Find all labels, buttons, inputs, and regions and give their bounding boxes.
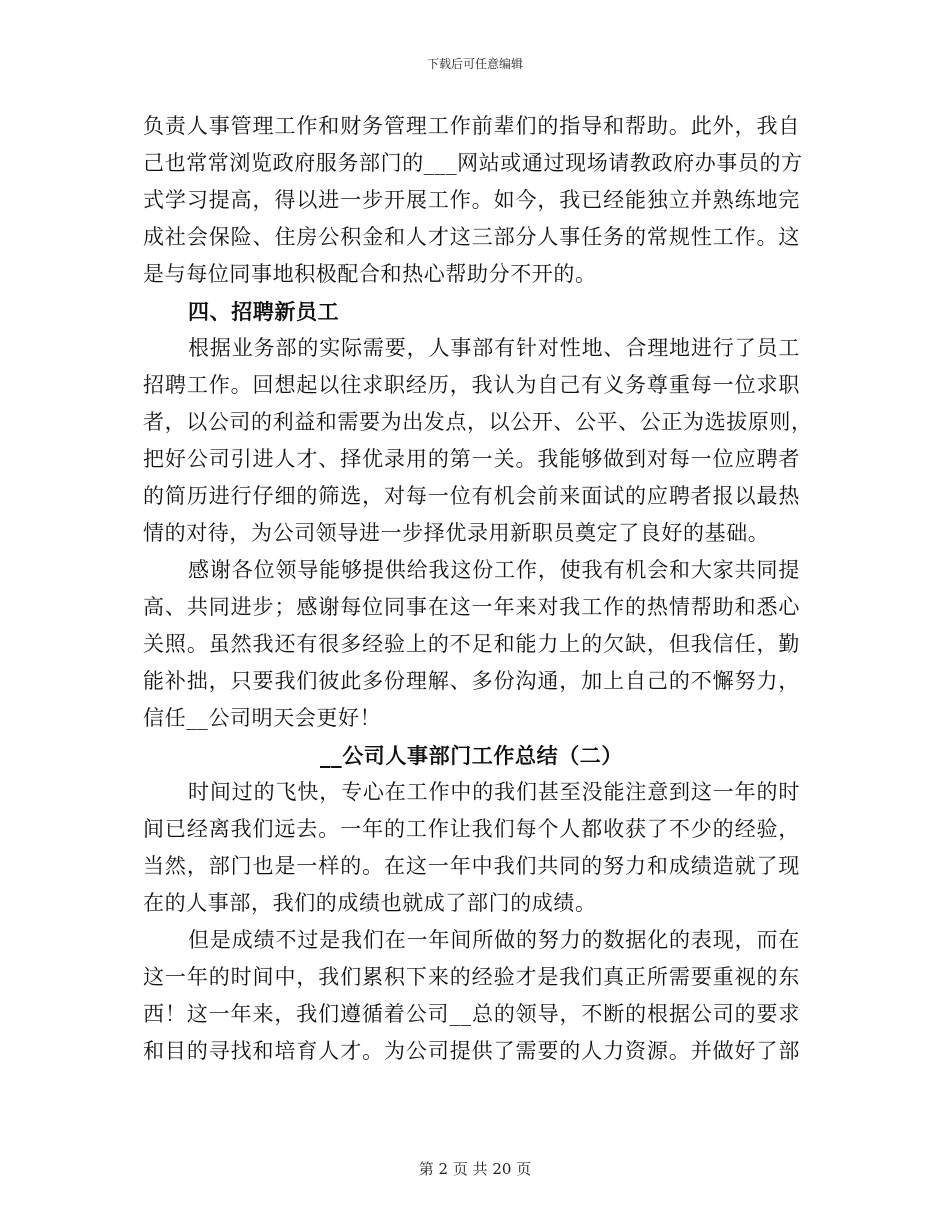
text-line: 感谢各位领导能够提供给我这份工作，使我有机会和大家共同提 xyxy=(188,558,800,582)
text-line: 者，以公司的利益和需要为出发点，以公开、公平、公正为选拔原则， xyxy=(143,410,813,434)
text-line: 成社会保险、住房公积金和人才这三部分人事任务的常规性工作。这 xyxy=(143,225,800,249)
text-line: __公司人事部门工作总结（二） xyxy=(320,743,623,768)
text-line: 己也常常浏览政府服务部门的___网站或通过现场请教政府办事员的方 xyxy=(143,151,803,175)
text-line: 信任__公司明天会更好！ xyxy=(143,706,382,730)
text-line: 能补拙，只要我们彼此多份理解、多份沟通，加上自己的不懈努力， xyxy=(143,669,800,693)
text-line: 的简历进行仔细的筛选，对每一位有机会前来面试的应聘者报以最热 xyxy=(143,484,800,508)
text-line: 情的对待，为公司领导进一步择优录用新职员奠定了良好的基础。 xyxy=(143,521,770,545)
page-header: 下载后可任意编辑 xyxy=(426,57,523,71)
text-line: 关照。虽然我还有很多经验上的不足和能力上的欠缺，但我信任，勤 xyxy=(143,632,800,656)
text-line: 间已经离我们远去。一年的工作让我们每个人都收获了不少的经验， xyxy=(143,817,800,841)
text-line: 根据业务部的实际需要，人事部有针对性地、合理地进行了员工 xyxy=(188,336,800,360)
document-body xyxy=(143,108,813,1070)
text-line: 西！这一年来，我们遵循着公司__总的领导，不断的根据公司的要求 xyxy=(143,1002,800,1026)
text-line: 但是成绩不过是我们在一年间所做的努力的数据化的表现，而在 xyxy=(188,928,800,952)
page-footer: 第 2 页 共 20 页 xyxy=(418,1160,532,1178)
text-line: 在的人事部，我们的成绩也就成了部门的成绩。 xyxy=(143,891,597,915)
text-line: 四、招聘新员工 xyxy=(188,299,340,324)
text-line: 时间过的飞快，专心在工作中的我们甚至没能注意到这一年的时 xyxy=(188,780,800,804)
text-line: 招聘工作。回想起以往求职经历，我认为自己有义务尊重每一位求职 xyxy=(143,373,800,397)
text-line: 负责人事管理工作和财务管理工作前辈们的指导和帮助。此外，我自 xyxy=(143,114,800,138)
text-line: 高、共同进步；感谢每位同事在这一年来对我工作的热情帮助和悉心 xyxy=(143,595,800,619)
text-line: 和目的寻找和培育人才。为公司提供了需要的人力资源。并做好了部 xyxy=(143,1039,800,1063)
text-line: 式学习提高，得以进一步开展工作。如今，我已经能独立并熟练地完 xyxy=(143,188,800,212)
text-line: 把好公司引进人才、择优录用的第一关。我能够做到对每一位应聘者 xyxy=(143,447,800,471)
text-line: 当然，部门也是一样的。在这一年中我们共同的努力和成绩造就了现 xyxy=(143,854,800,878)
text-line: 这一年的时间中，我们累积下来的经验才是我们真正所需要重视的东 xyxy=(143,965,800,989)
text-line: 是与每位同事地积极配合和热心帮助分不开的。 xyxy=(143,262,597,286)
